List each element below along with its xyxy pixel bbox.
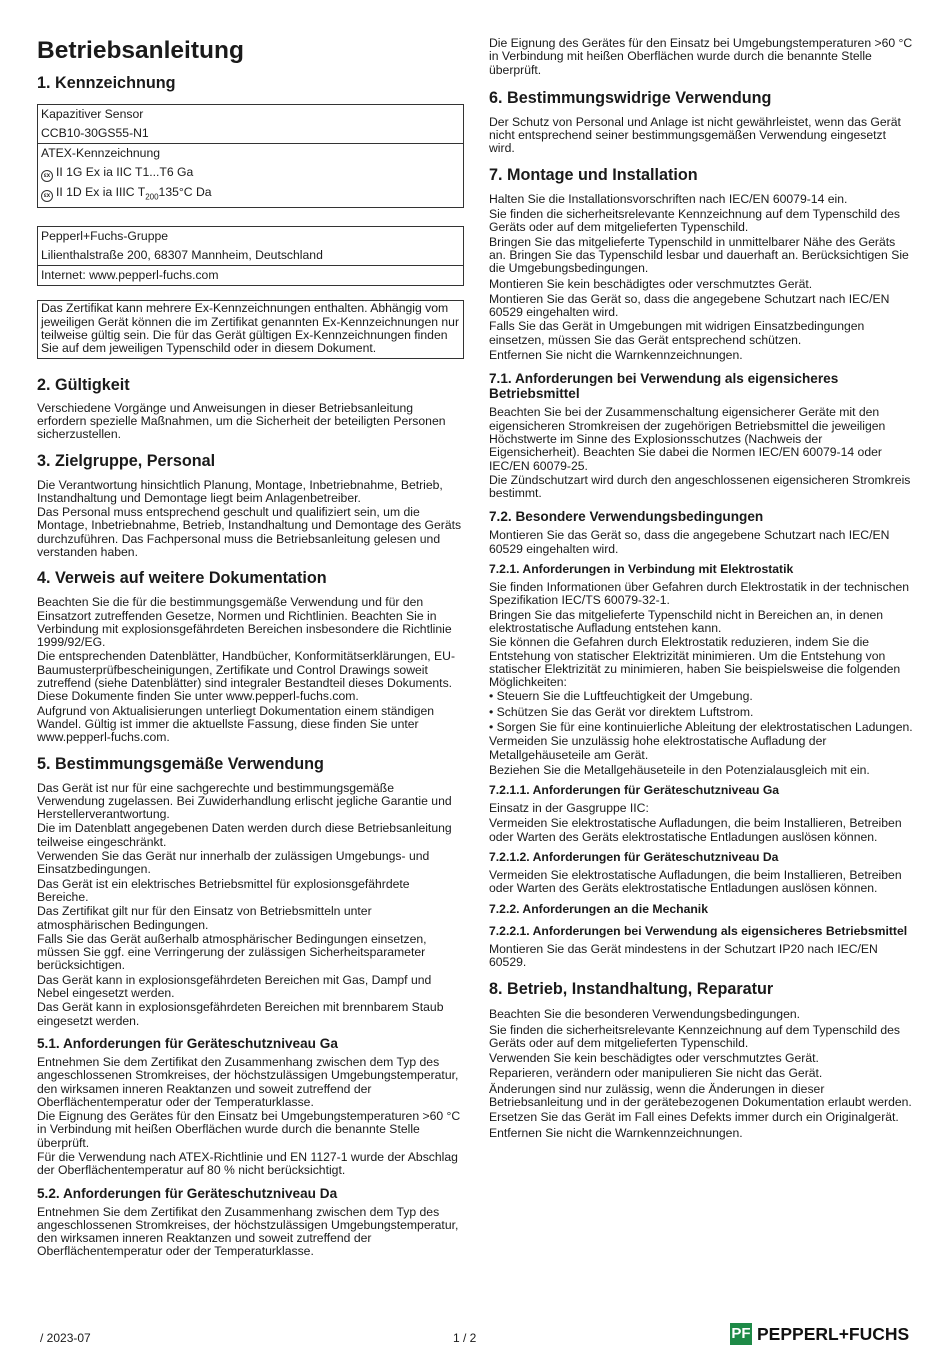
heading-zielgruppe: 3. Zielgruppe, Personal: [37, 451, 216, 470]
paragraph: Beachten Sie die besonderen Verwendungsbedingungen.: [489, 1007, 801, 1022]
paragraph: Montieren Sie das Gerät so, dass die angegebene Schutzart nach IEC/EN 60529 eingehalten wird.: [489, 291, 890, 320]
page-number: 1 / 2: [453, 1331, 477, 1345]
heading-ga: 5.1. Anforderungen für Geräteschutzniveau Ga: [37, 1035, 338, 1051]
list-item: • Steuern Sie die Luftfeuchtigkeit der Umgebung.: [489, 689, 753, 704]
paragraph: Sie finden Informationen über Gefahren durch Elektrostatik in der technischen Spezifikation IEC/TS 60079-32-1.: [489, 580, 910, 608]
paragraph: Die Verantwortung hinsichtlich Planung, Montage, Inbetriebnahme, Betrieb, Instandhaltung und Demontage liegt beim Anlagenbetreiber.: [37, 477, 443, 505]
heading-eigensicher: 7.1. Anforderungen bei Verwendung als eigensicheres Betriebsmittel: [489, 371, 839, 402]
paragraph: Beziehen Sie die Metallgehäuseteile in den Potenzialausgleich mit ein.: [489, 762, 870, 777]
paragraph: Sie können die Gefahren durch Elektrostatik reduzieren, indem Sie die Entstehung von statischer Elektrizität minimieren. Um die Entstehung von statischer Elektrizität zu minimieren, haben Sie beispielsweise die folgenden Möglichkeiten:: [489, 635, 901, 690]
certificate-note-box: Das Zertifikat kann mehrere Ex-Kennzeichnungen enthalten. Abhängig vom jeweiligen Gerät können die im Zertifikat genannten Ex-Kennzeichnungen nur teilweise gültig sein. Die für das Gerät gültigen Ex-Kennzeichnungen finden Sie auf dem jeweiligen Typenschild oder in diesem Dokument.: [37, 300, 464, 358]
paragraph: Die Eignung des Gerätes für den Einsatz bei Umgebungstemperaturen >60 °C in Verbindung mit heißen Oberflächen wurde durch die benannte Stelle überprüft.: [489, 36, 913, 77]
heading-mechanik-eigensicher: 7.2.2.1. Anforderungen bei Verwendung als eigensicheres Betriebsmittel: [489, 923, 908, 938]
heading-da: 5.2. Anforderungen für Geräteschutzniveau Da: [37, 1185, 338, 1201]
heading-elektrostatik: 7.2.1. Anforderungen in Verbindung mit Elektrostatik: [489, 562, 794, 577]
paragraph: Das Personal muss entsprechend geschult und qualifiziert sein, um die Montage, Inbetriebnahme, Betrieb, Instandhaltung und Demontage des Geräts durchzuführen. Das Fachpersonal muss die Betriebsanleitung gelesen und verstanden haben.: [37, 505, 462, 559]
paragraph: Vermeiden Sie elektrostatische Aufladungen, die beim Installieren, Betreiben oder Warten des Geräts elektrostatische Entladungen auslösen können.: [489, 816, 902, 844]
heading-elektrostatik-ga: 7.2.1.1. Anforderungen für Geräteschutzniveau Ga: [489, 783, 780, 798]
ex-icon: εx: [41, 190, 53, 202]
heading-bestimmungswidrig: 6. Bestimmungswidrige Verwendung: [489, 88, 772, 107]
paragraph: Reparieren, verändern oder manipulieren Sie nicht das Gerät.: [489, 1066, 823, 1081]
heading-besondere-bedingungen: 7.2. Besondere Verwendungsbedingungen: [489, 509, 764, 525]
paragraph: Sie finden die sicherheitsrelevante Kennzeichnung auf dem Typenschild des Geräts oder auf dem mitgelieferten Typenschild.: [489, 207, 901, 235]
paragraph: Aufgrund von Aktualisierungen unterliegt Dokumentation einem ständigen Wandel. Gültig ist immer die aktuellste Fassung, diese finden Sie unter www.pepperl-fuchs.com.: [37, 703, 435, 745]
paragraph: Das Gerät ist nur für eine sachgerechte und bestimmungsgemäße Verwendung zugelassen. Bei Zuwiderhandlung erlischt jegliche Garantie und Herstellerverantwortung.: [37, 780, 452, 822]
paragraph: Vermeiden Sie unzulässig hohe elektrostatische Aufladung der Metallgehäuseteile am Gerät.: [489, 734, 827, 762]
paragraph: Das Gerät kann in explosionsgefährdeten Bereichen mit Gas, Dampf und Nebel eingesetzt werden.: [37, 972, 432, 1001]
product-type: Kapazitiver Sensor: [41, 107, 144, 121]
paragraph: Änderungen sind nur zulässig, wenn die Änderungen in dieser Betriebsanleitung und in der gerätebezogenen Dokumentation erlaubt werden.: [489, 1081, 912, 1110]
heading-kennzeichnung: 1. Kennzeichnung: [37, 74, 176, 92]
atex-marking-dust: εx II 1D Ex ia IIIC $T_{200}135^\circ C$ Da: [38, 182, 463, 207]
paragraph: Verwenden Sie kein beschädigtes oder verschmutztes Gerät.: [489, 1051, 819, 1066]
footer-date: / 2023-07: [40, 1331, 91, 1345]
paragraph: Das Zertifikat gilt nur für den Einsatz von Betriebsmitteln unter atmosphärischen Bedingungen.: [37, 904, 372, 932]
paragraph: Montieren Sie kein beschädigtes oder verschmutztes Gerät.: [489, 276, 813, 291]
paragraph: Verwenden Sie das Gerät nur innerhalb der zulässigen Umgebungs- und Einsatzbedingungen.: [37, 849, 430, 877]
paragraph: Bringen Sie das mitgelieferte Typenschild in unmittelbarer Nähe des Geräts an. Bringen Sie das Typenschild lesbar und dauerhaft an. Berücksichtigen Sie die Umgebungsbedingungen.: [489, 234, 909, 276]
paragraph: Bringen Sie das mitgelieferte Typenschild nicht in Bereichen an, in denen elektrostatische Aufladung entstehen kann.: [489, 607, 884, 635]
heading-montage: 7. Montage und Installation: [489, 165, 698, 184]
logo-wordmark: PEPPERL+FUCHS: [757, 1323, 910, 1344]
ex-icon: εx: [41, 170, 53, 182]
paragraph: Für die Verwendung nach ATEX-Richtlinie und EN 1127-1 wurde der Abschlag der Oberflächentemperatur auf 80 % nicht berücksichtigt.: [37, 1149, 458, 1178]
paragraph: Entnehmen Sie dem Zertifikat den Zusammenhang zwischen dem Typ des angeschlossenen Stromkreises, der höchstzulässigen Umgebungstemperatur, den wirksamen inneren Reaktanzen und soweit zutreffend der Oberflächentemperatur oder der Temperaturklasse.: [37, 1054, 459, 1109]
pepperl-fuchs-logo: [730, 1322, 909, 1346]
paragraph: Entfernen Sie nicht die Warnkennzeichnungen.: [489, 348, 743, 363]
manufacturer-website: Internet: www.pepperl-fuchs.com: [38, 265, 463, 285]
paragraph: Die im Datenblatt angegebenen Daten werden durch diese Betriebsanleitung teilweise eingeschränkt.: [37, 821, 452, 849]
paragraph: Die entsprechenden Datenblätter, Handbücher, Konformitätserklärungen, EU-Baumusterprüfbescheinigungen, Zertifikate und Control Drawings soweit zutreffend (siehe Datenblätter) sind integraler Bestandteil dieses Dokuments. Diese Dokumente finden Sie unter www.pepperl-fuchs.com.: [37, 649, 456, 704]
paragraph: Das Gerät ist ein elektrisches Betriebsmittel für explosionsgefährdete Bereiche.: [37, 876, 410, 904]
paragraph: Vermeiden Sie elektrostatische Aufladungen, die beim Installieren, Betreiben oder Warten des Geräts elektrostatische Entladungen auslösen können.: [489, 868, 902, 896]
paragraph: Falls Sie das Gerät in Umgebungen mit widrigen Einsatzbedingungen einsetzen, müssen Sie das Gerät entsprechend schützen.: [489, 319, 865, 347]
heading-bestimmungsgemaess: 5. Bestimmungsgemäße Verwendung: [37, 754, 324, 773]
manufacturer-box: [37, 226, 464, 286]
paragraph: Halten Sie die Installationsvorschriften nach IEC/EN 60079-14 ein.: [489, 191, 848, 206]
paragraph: Entnehmen Sie dem Zertifikat den Zusammenhang zwischen dem Typ des angeschlossenen Stromkreises, der höchstzulässigen Umgebungstemperatur, den wirksamen inneren Reaktanzen und soweit zutreffend der Oberflächentemperatur oder der Temperaturklasse.: [37, 1204, 459, 1259]
manufacturer-address: Lilienthalstraße 200, 68307 Mannheim, Deutschland: [41, 248, 323, 263]
product-id: CCB10-30GS55-N1: [41, 126, 149, 140]
paragraph: Beachten Sie bei der Zusammenschaltung eigensicherer Geräte mit den eigensicheren Stromkreisen der zugehörigen Betriebsmittel die jeweiligen Höchstwerte im Sinne des Explosionsschutzes (Nachweis der Eigensicherheit). Beachten Sie dabei die Normen IEC/EN 60079-14 oder IEC/EN 60079-25.: [489, 405, 886, 473]
paragraph: Das Gerät kann in explosionsgefährdeten Bereichen mit brennbarem Staub eingesetzt werden.: [37, 1000, 444, 1028]
paragraph: Montieren Sie das Gerät mindestens in der Schutzart IP20 nach IEC/EN 60529.: [489, 941, 878, 969]
document-title: Betriebsanleitung: [37, 37, 244, 64]
paragraph: Falls Sie das Gerät außerhalb atmosphärischer Bedingungen einsetzen, müssen Sie ggf. eine Verringerung der zulässigen Sicherheitsparameter berücksichtigen.: [37, 931, 427, 973]
left-column: [37, 36, 464, 1259]
paragraph: Sie finden die sicherheitsrelevante Kennzeichnung auf dem Typenschild des Geräts oder auf dem mitgelieferten Typenschild.: [489, 1022, 901, 1050]
heading-gueltigkeit: 2. Gültigkeit: [37, 375, 130, 394]
logo-mark-icon: PF: [730, 1323, 752, 1345]
paragraph: Der Schutz von Personal und Anlage ist nicht gewährleistet, wenn das Gerät nicht entsprechend seiner bestimmungsgemäßen Verwendung eingesetzt wird.: [489, 114, 901, 156]
atex-marking-gas: εx II 1G Ex ia IIC T1...T6 Ga: [38, 163, 463, 182]
product-marking-box: [37, 104, 464, 208]
paragraph: Die Zündschutzart wird durch den angeschlossenen eigensicheren Stromkreis bestimmt.: [489, 472, 911, 501]
atex-label: ATEX-Kennzeichnung: [38, 143, 463, 163]
paragraph: Verschiedene Vorgänge und Anweisungen in dieser Betriebsanleitung erfordern spezielle Maßnahmen, um die Sicherheit der beteiligten Personen sicherzustellen.: [37, 400, 446, 442]
list-item: • Sorgen Sie für eine kontinuierliche Ableitung der elektrostatischen Ladungen.: [489, 719, 913, 734]
paragraph: Montieren Sie das Gerät so, dass die angegebene Schutzart nach IEC/EN 60529 eingehalten wird.: [489, 528, 890, 556]
manufacturer-name: Pepperl+Fuchs-Gruppe: [41, 229, 169, 244]
paragraph: Entfernen Sie nicht die Warnkennzeichnungen.: [489, 1125, 743, 1140]
heading-mechanik: 7.2.2. Anforderungen an die Mechanik: [489, 901, 708, 916]
paragraph: Einsatz in der Gasgruppe IIC:: [489, 801, 649, 816]
heading-dokumentation: 4. Verweis auf weitere Dokumentation: [37, 569, 327, 588]
right-column: [489, 36, 915, 1140]
heading-elektrostatik-da: 7.2.1.2. Anforderungen für Geräteschutzniveau Da: [489, 850, 779, 865]
list-item: • Schützen Sie das Gerät vor direktem Luftstrom.: [489, 704, 754, 719]
paragraph: Die Eignung des Gerätes für den Einsatz bei Umgebungstemperaturen >60 °C in Verbindung mit heißen Oberflächen wurde durch die benannte Stelle überprüft.: [37, 1109, 461, 1150]
paragraph: Ersetzen Sie das Gerät im Fall eines Defekts immer durch ein Originalgerät.: [489, 1110, 899, 1125]
paragraph: Beachten Sie die für die bestimmungsgemäße Verwendung und für den Einsatzort zutreffenden Gesetze, Normen und Richtlinien. Beachten Sie in Verbindung mit explosionsgefährdeten Bereichen insbesondere die Richtlinie 1999/92/EG.: [37, 595, 452, 650]
heading-betrieb: 8. Betrieb, Instandhaltung, Reparatur: [489, 980, 774, 999]
